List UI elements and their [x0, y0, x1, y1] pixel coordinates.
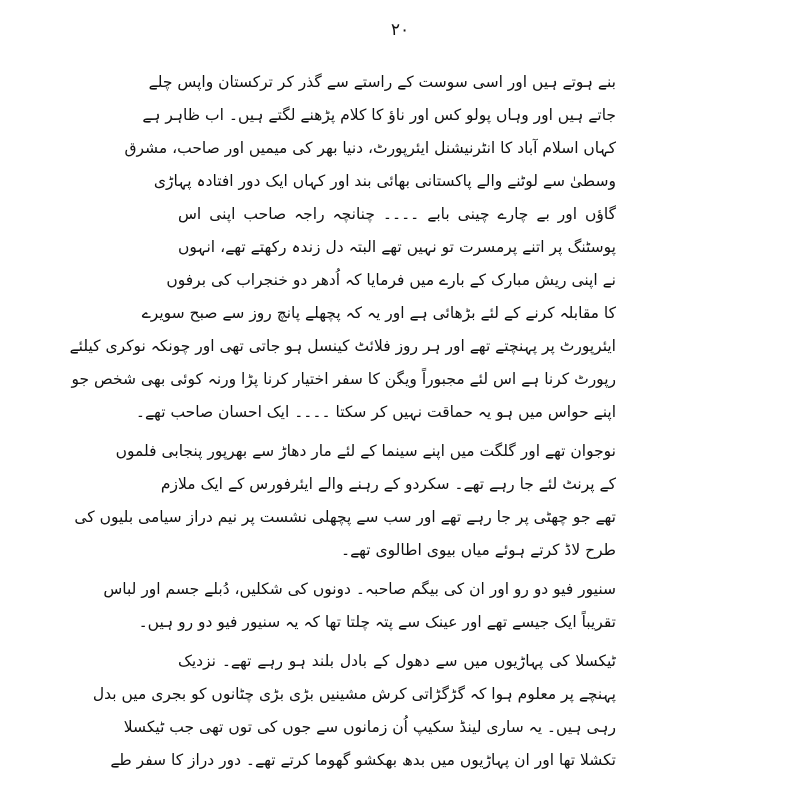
text-line: پہنچے پر معلوم ہوا کہ گڑگڑاتی کرش مشینیں بڑی بڑی چٹانوں کو بجری میں بدل — [92, 685, 616, 703]
text-line: طرح لاڈ کرتے ہوئے میاں بیوی اطالوی تھے۔ — [340, 541, 616, 559]
text-line: کہاں اسلام آباد کا انٹرنیشنل ایئرپورٹ، دنیا بھر کی میمیں اور صاحب، مشرق — [124, 139, 616, 157]
text-line: ٹیکسلا کی پہاڑیوں میں سے دھول کے بادل بلند ہو رہے تھے۔ نزدیک — [178, 652, 616, 670]
text-line: اپنے حواس میں ہو یہ حماقت نہیں کر سکتا ۔۔۔۔ ایک احسان صاحب تھے۔ — [135, 403, 616, 421]
text-line: پوسٹنگ پر اتنے پرمسرت تو نہیں تھے البتہ دل زندہ رکھتے تھے، انہوں — [178, 238, 616, 256]
text-line: گاؤں اور بے چارے چینی بابے ۔۔۔۔ چنانچہ راجہ صاحب اپنی اس — [178, 205, 616, 223]
text-line: سنیور فیو دو رو اور ان کی بیگم صاحبہ۔ دونوں کی شکلیں، دُبلے جسم اور لباس — [103, 580, 616, 598]
text-line: جاتے ہیں اور وہاں پولو کس اور ناؤ کا کلام پڑھنے لگتے ہیں۔ اب ظاہر ہے — [142, 106, 616, 124]
text-line: تقریباً ایک جیسے تھے اور عینک سے پتہ چلتا تھا کہ یہ سنیور فیو دو رو ہیں۔ — [138, 613, 616, 631]
text-line: تکشلا تھا اور ان پہاڑیوں میں بدھ بھکشو گھوما کرتے تھے۔ دور دراز کا سفر طے — [110, 751, 616, 769]
text-line: کا مقابلہ کرنے کے لئے بڑھائی ہے اور یہ کہ پچھلے پانچ روز سے صبح سویرے — [141, 304, 616, 322]
text-line: ایئرپورٹ پر پہنچتے تھے اور ہر روز فلائٹ کینسل ہو جاتی تھی اور چونکہ نوکری کیلئے — [69, 337, 616, 355]
text-line: کے پرنٹ لئے جا رہے تھے۔ سکردو کے رہنے والے ایئرفورس کے ایک ملازم — [160, 475, 616, 493]
text-line: نے اپنی ریش مبارک کے بارے میں فرمایا کہ اُدھر دو خنجراب کی برفوں — [166, 271, 616, 289]
text-line: نوجوان تھے اور گلگت میں اپنے سینما کے لئے مار دھاڑ سے بھرپور پنجابی فلموں — [115, 442, 616, 460]
text-line: تھے جو چھٹی پر جا رہے تھے اور سب سے پچھلی نشست پر نیم دراز سیامی بلیوں کی — [74, 508, 616, 526]
text-line: وسطیٰ سے لوٹنے والے پاکستانی بھائی بند اور کہاں ایک دور افتادہ پہاڑی — [153, 172, 616, 190]
text-line: رہی ہیں۔ یہ ساری لینڈ سکیپ اُن زمانوں سے جوں کی توں تھی جب ٹیکسلا — [123, 718, 616, 736]
body-text — [69, 66, 616, 777]
page-number: ۲۰ — [390, 20, 410, 40]
text-line: بنے ہوتے ہیں اور اسی سوست کے راستے سے گذر کر ترکستان واپس چلے — [148, 73, 616, 91]
text-line: رپورٹ کرنا ہے اس لئے مجبوراً ویگن کا سفر اختیار کرنا پڑا ورنہ کوئی بھی شخص جو — [71, 370, 616, 388]
